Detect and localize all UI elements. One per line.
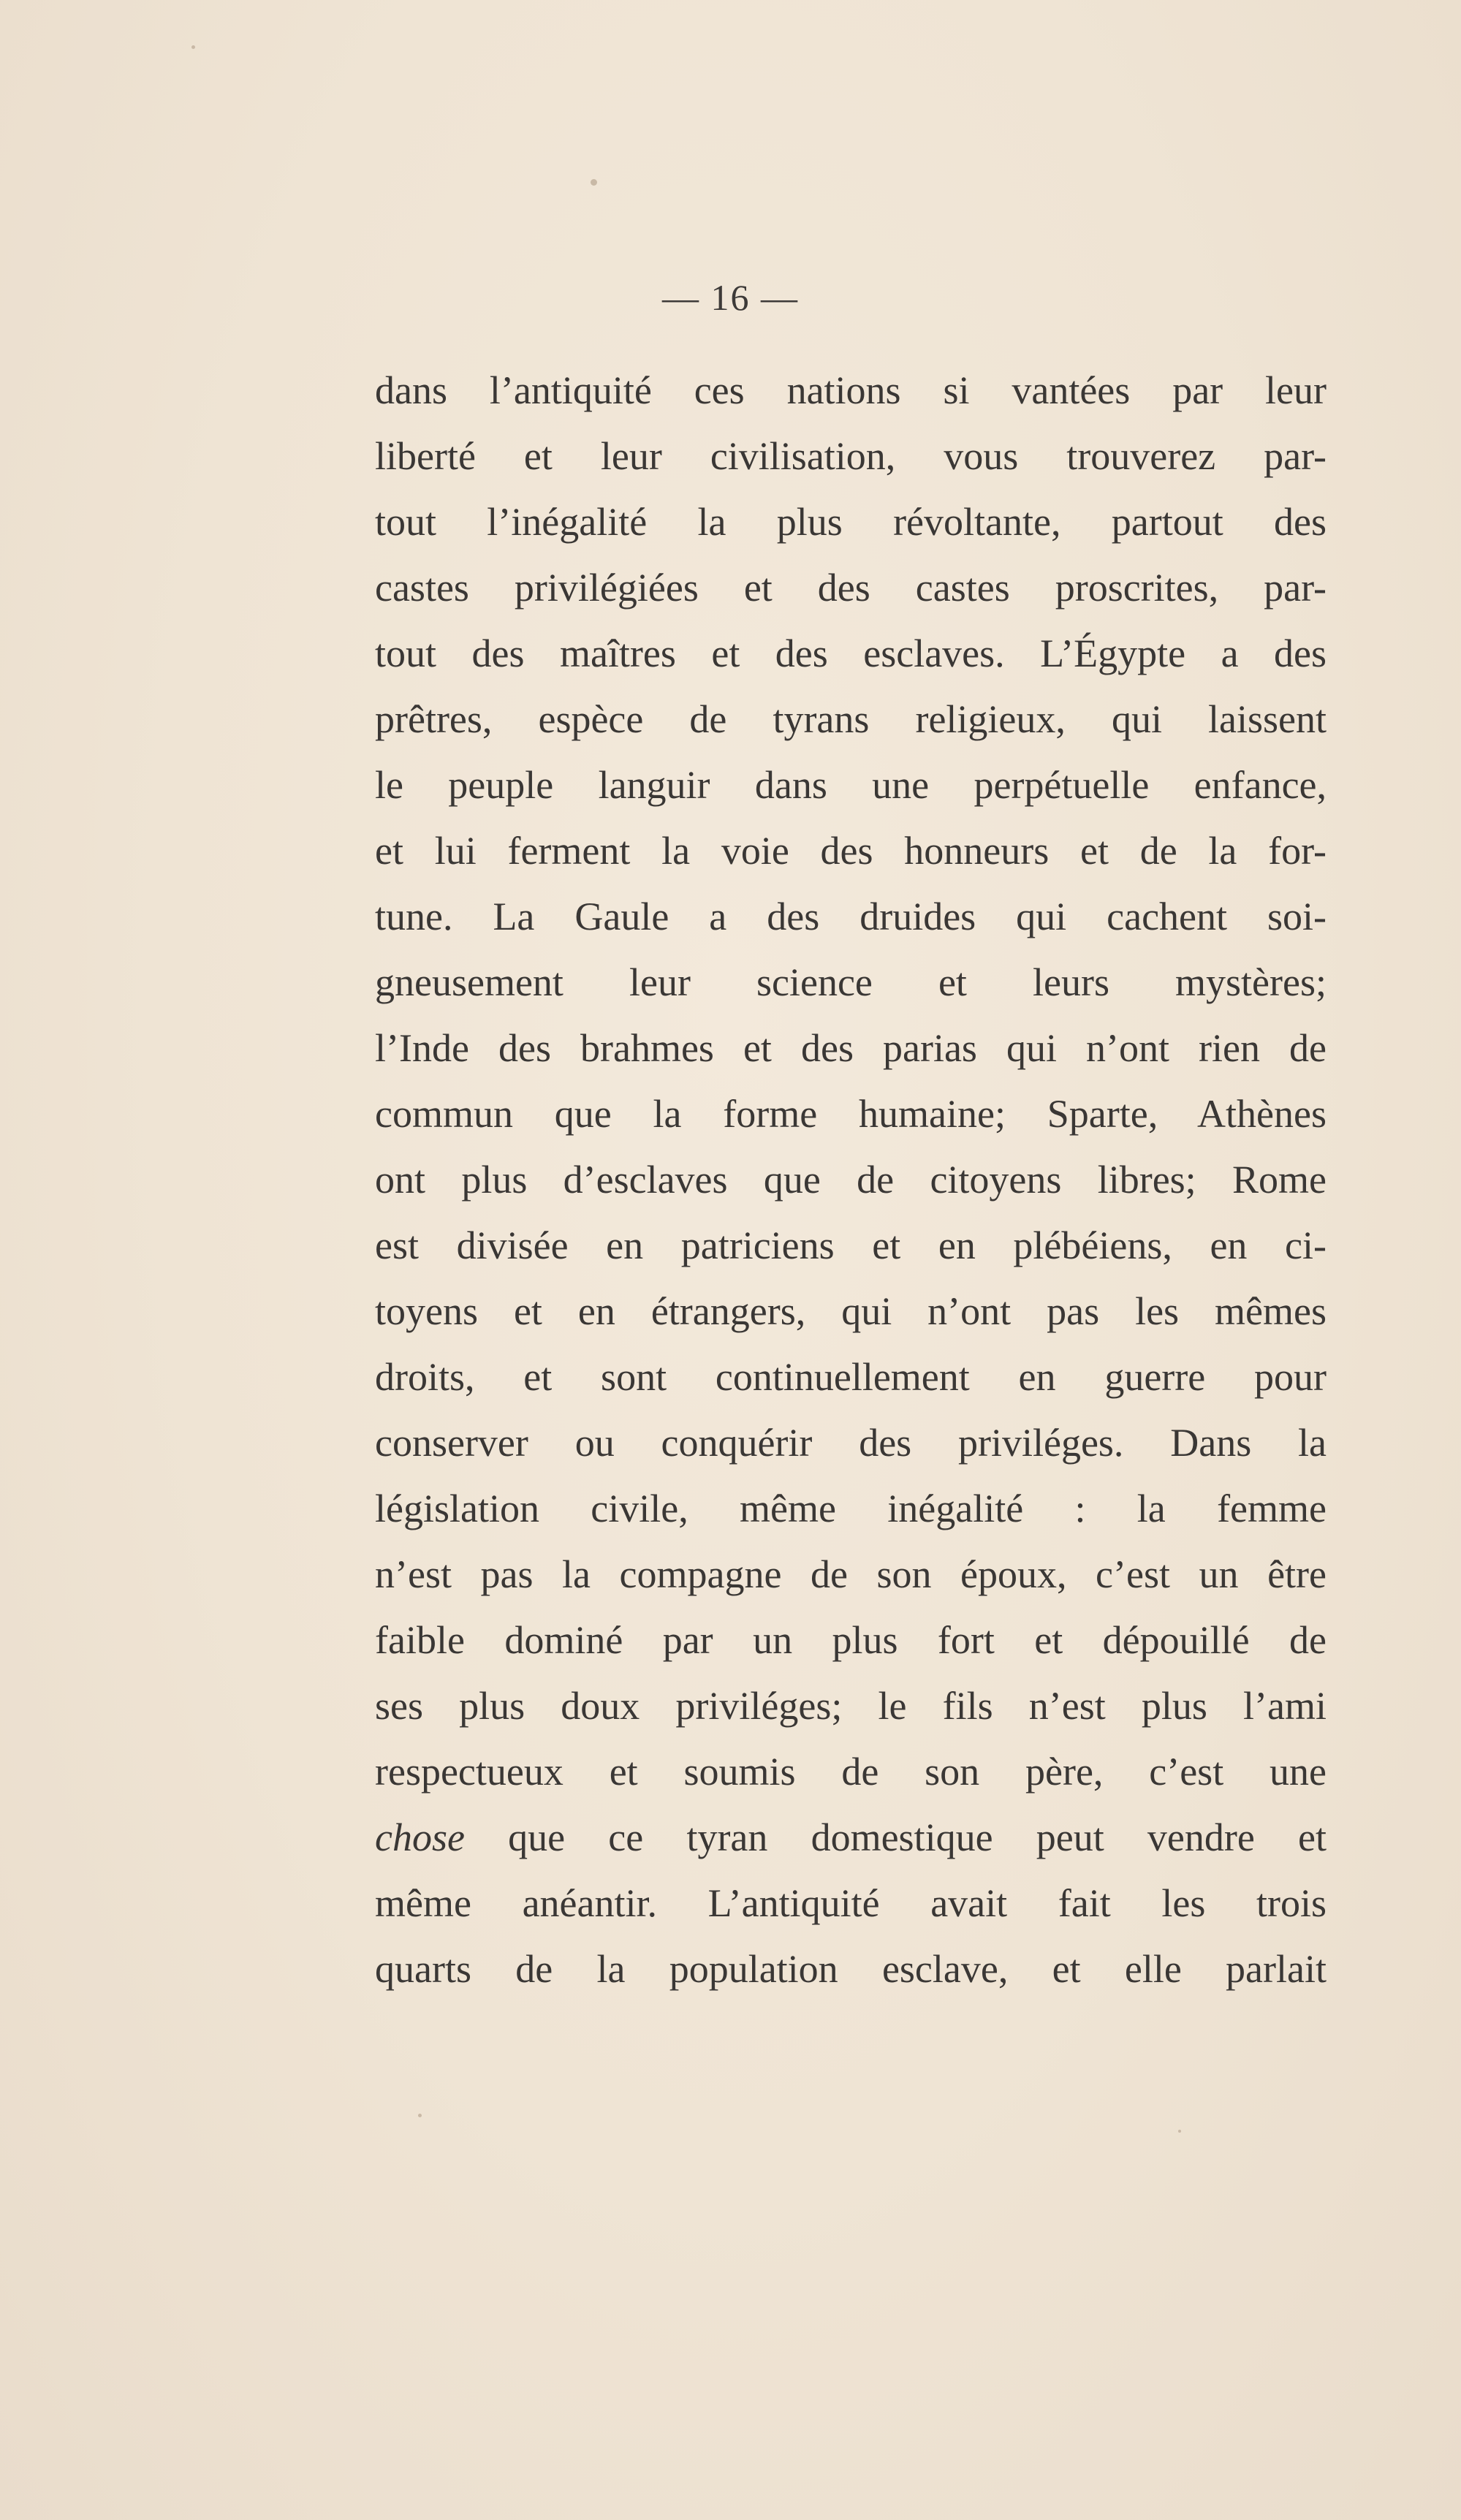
paper-speck xyxy=(1178,2130,1181,2133)
text-line-4: castes privilégiées et des castes proscrites, par- xyxy=(375,566,1327,610)
paper-speck xyxy=(191,45,195,49)
text-line-5: tout des maîtres et des esclaves. L’Égypte a des xyxy=(375,631,1327,675)
text-line-22: respectueux et soumis de son père, c’est une xyxy=(375,1750,1327,1794)
text-line-12: commun que la forme humaine; Sparte, Athènes xyxy=(375,1092,1327,1136)
text-line-8: et lui ferment la voie des honneurs et de la for- xyxy=(375,829,1327,873)
text-line-9: tune. La Gaule a des druides qui cachent soi- xyxy=(375,895,1327,938)
text-line-13: ont plus d’esclaves que de citoyens libres; Rome xyxy=(375,1158,1327,1202)
paper-speck xyxy=(418,2114,422,2117)
italic-word: chose xyxy=(375,1815,465,1859)
page-number: — 16 — xyxy=(662,277,799,318)
paper-speck xyxy=(591,179,597,186)
text-line-25: quarts de la population esclave, et elle parlait xyxy=(375,1947,1327,1991)
text-line-17: conserver ou conquérir des priviléges. Dans la xyxy=(375,1421,1327,1465)
text-line-18: législation civile, même inégalité : la femme xyxy=(375,1487,1327,1530)
text-line-3: tout l’inégalité la plus révoltante, partout des xyxy=(375,500,1327,544)
text-line-19: n’est pas la compagne de son époux, c’est un être xyxy=(375,1552,1327,1596)
text-line-20: faible dominé par un plus fort et dépouillé de xyxy=(375,1618,1327,1662)
text-line-6: prêtres, espèce de tyrans religieux, qui laissent xyxy=(375,697,1327,741)
text-line-10: gneusement leur science et leurs mystères; xyxy=(375,960,1327,1004)
text-line-23 xyxy=(375,1804,1327,1870)
text-line-16: droits, et sont continuellement en guerre pour xyxy=(375,1355,1327,1399)
text-line-23-rest: que ce tyran domestique peut vendre et xyxy=(464,1815,1327,1859)
text-line-14: est divisée en patriciens et en plébéiens, en ci- xyxy=(375,1223,1327,1267)
text-line-2: liberté et leur civilisation, vous trouverez par- xyxy=(375,434,1327,478)
text-line-24: même anéantir. L’antiquité avait fait les trois xyxy=(375,1881,1327,1925)
text-line-15: toyens et en étrangers, qui n’ont pas les mêmes xyxy=(375,1289,1327,1333)
text-line-1: dans l’antiquité ces nations si vantées par leur xyxy=(375,368,1327,412)
text-line-11: l’Inde des brahmes et des parias qui n’ont rien de xyxy=(375,1026,1327,1070)
text-line-21: ses plus doux priviléges; le fils n’est plus l’ami xyxy=(375,1684,1327,1728)
text-line-7: le peuple languir dans une perpétuelle enfance, xyxy=(375,763,1327,807)
